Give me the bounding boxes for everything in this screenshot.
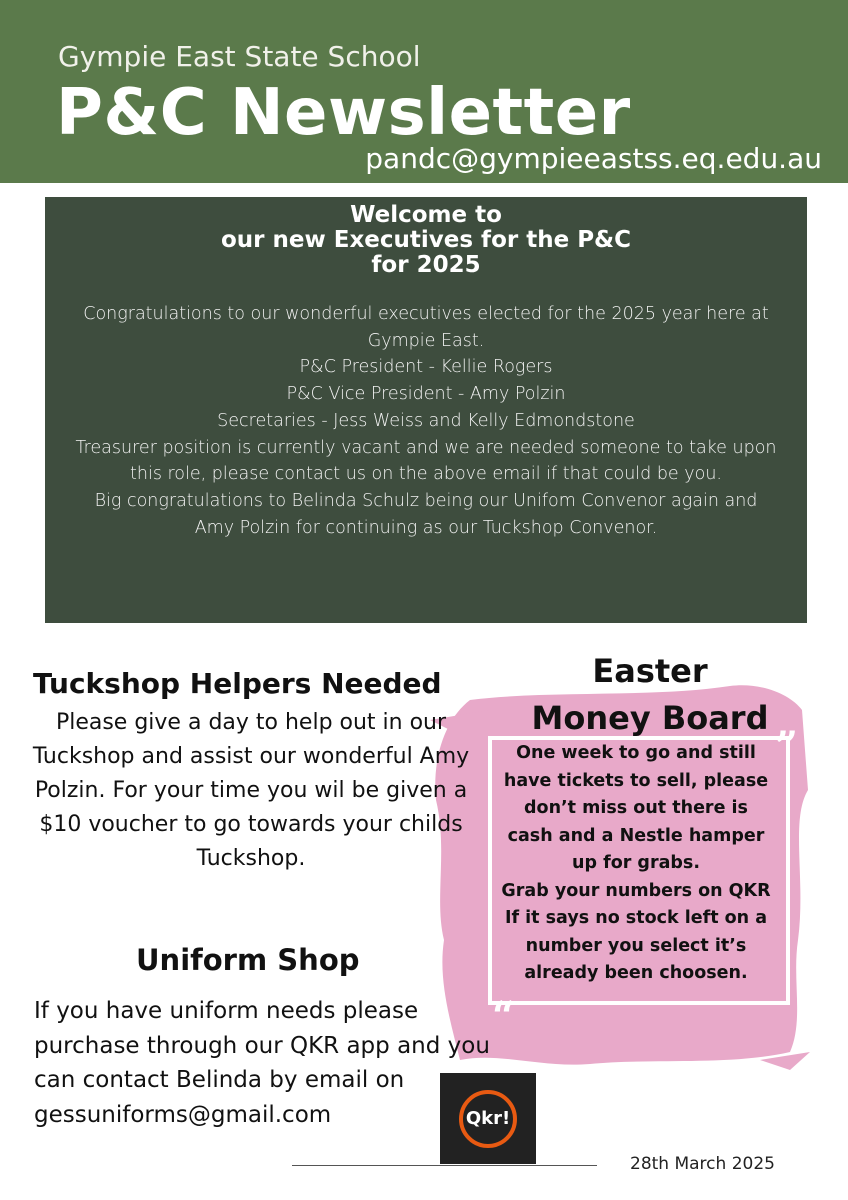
welcome-line: Treasurer position is currently vacant and we are needed someone to take upon this role, please contact us on the above email if that could be you. bbox=[75, 437, 777, 485]
welcome-title-line: for 2025 bbox=[371, 252, 481, 278]
easter-title-line: Easter bbox=[592, 652, 708, 690]
header-banner bbox=[0, 0, 848, 183]
svg-text:”: ” bbox=[775, 723, 799, 770]
qkr-logo-text: Qkr! bbox=[465, 1108, 511, 1129]
easter-line: If it says no stock left on a number you select it’s already been choosen. bbox=[504, 908, 768, 983]
svg-text:“: “ bbox=[492, 993, 516, 1040]
school-name: Gympie East State School bbox=[58, 40, 421, 73]
welcome-line: P&C Vice President - Amy Polzin bbox=[286, 384, 566, 405]
welcome-title bbox=[45, 203, 807, 278]
easter-line: Grab your numbers on QKR bbox=[501, 880, 771, 901]
issue-date: 28th March 2025 bbox=[630, 1154, 775, 1174]
tuckshop-body: Please give a day to help out in our Tuckshop and assist our wonderful Amy Polzin. For your time you wil be given a $10 voucher to go towards your childs Tuckshop. bbox=[32, 710, 470, 871]
tuckshop-title: Tuckshop Helpers Needed bbox=[33, 667, 442, 700]
qkr-app-icon bbox=[440, 1073, 536, 1164]
welcome-line: P&C President - Kellie Rogers bbox=[299, 357, 553, 378]
uniform-title: Uniform Shop bbox=[136, 943, 360, 977]
footer-divider bbox=[292, 1165, 597, 1166]
newsletter-title: P&C Newsletter bbox=[56, 76, 631, 150]
welcome-line: Big congratulations to Belinda Schulz being our Unifom Convenor again and bbox=[94, 490, 758, 511]
qkr-ring-icon bbox=[459, 1090, 517, 1148]
welcome-line: Congratulations to our wonderful executives elected for the 2025 year here at Gympie East. bbox=[83, 304, 769, 351]
easter-body bbox=[500, 740, 772, 988]
welcome-body bbox=[75, 301, 777, 541]
easter-title-line: Money Board bbox=[531, 699, 769, 737]
uniform-body: If you have uniform needs please purchase through our QKR app and you can contact Belinda by email on gessuniforms@gmail.com bbox=[34, 998, 490, 1128]
easter-line: One week to go and still have tickets to sell, please don’t miss out there is cash and a Nestle hamper up for grabs. bbox=[503, 743, 769, 873]
contact-email: pandc@gympieeastss.eq.edu.au bbox=[365, 142, 822, 175]
welcome-line: Amy Polzin for continuing as our Tuckshop Convenor. bbox=[194, 517, 658, 538]
welcome-line: Secretaries - Jess Weiss and Kelly Edmondstone bbox=[217, 410, 635, 431]
welcome-title-line: Welcome to bbox=[350, 202, 502, 228]
welcome-title-line: our new Executives for the P&C bbox=[220, 227, 631, 253]
easter-title bbox=[500, 648, 800, 742]
welcome-executives-box bbox=[45, 197, 807, 623]
